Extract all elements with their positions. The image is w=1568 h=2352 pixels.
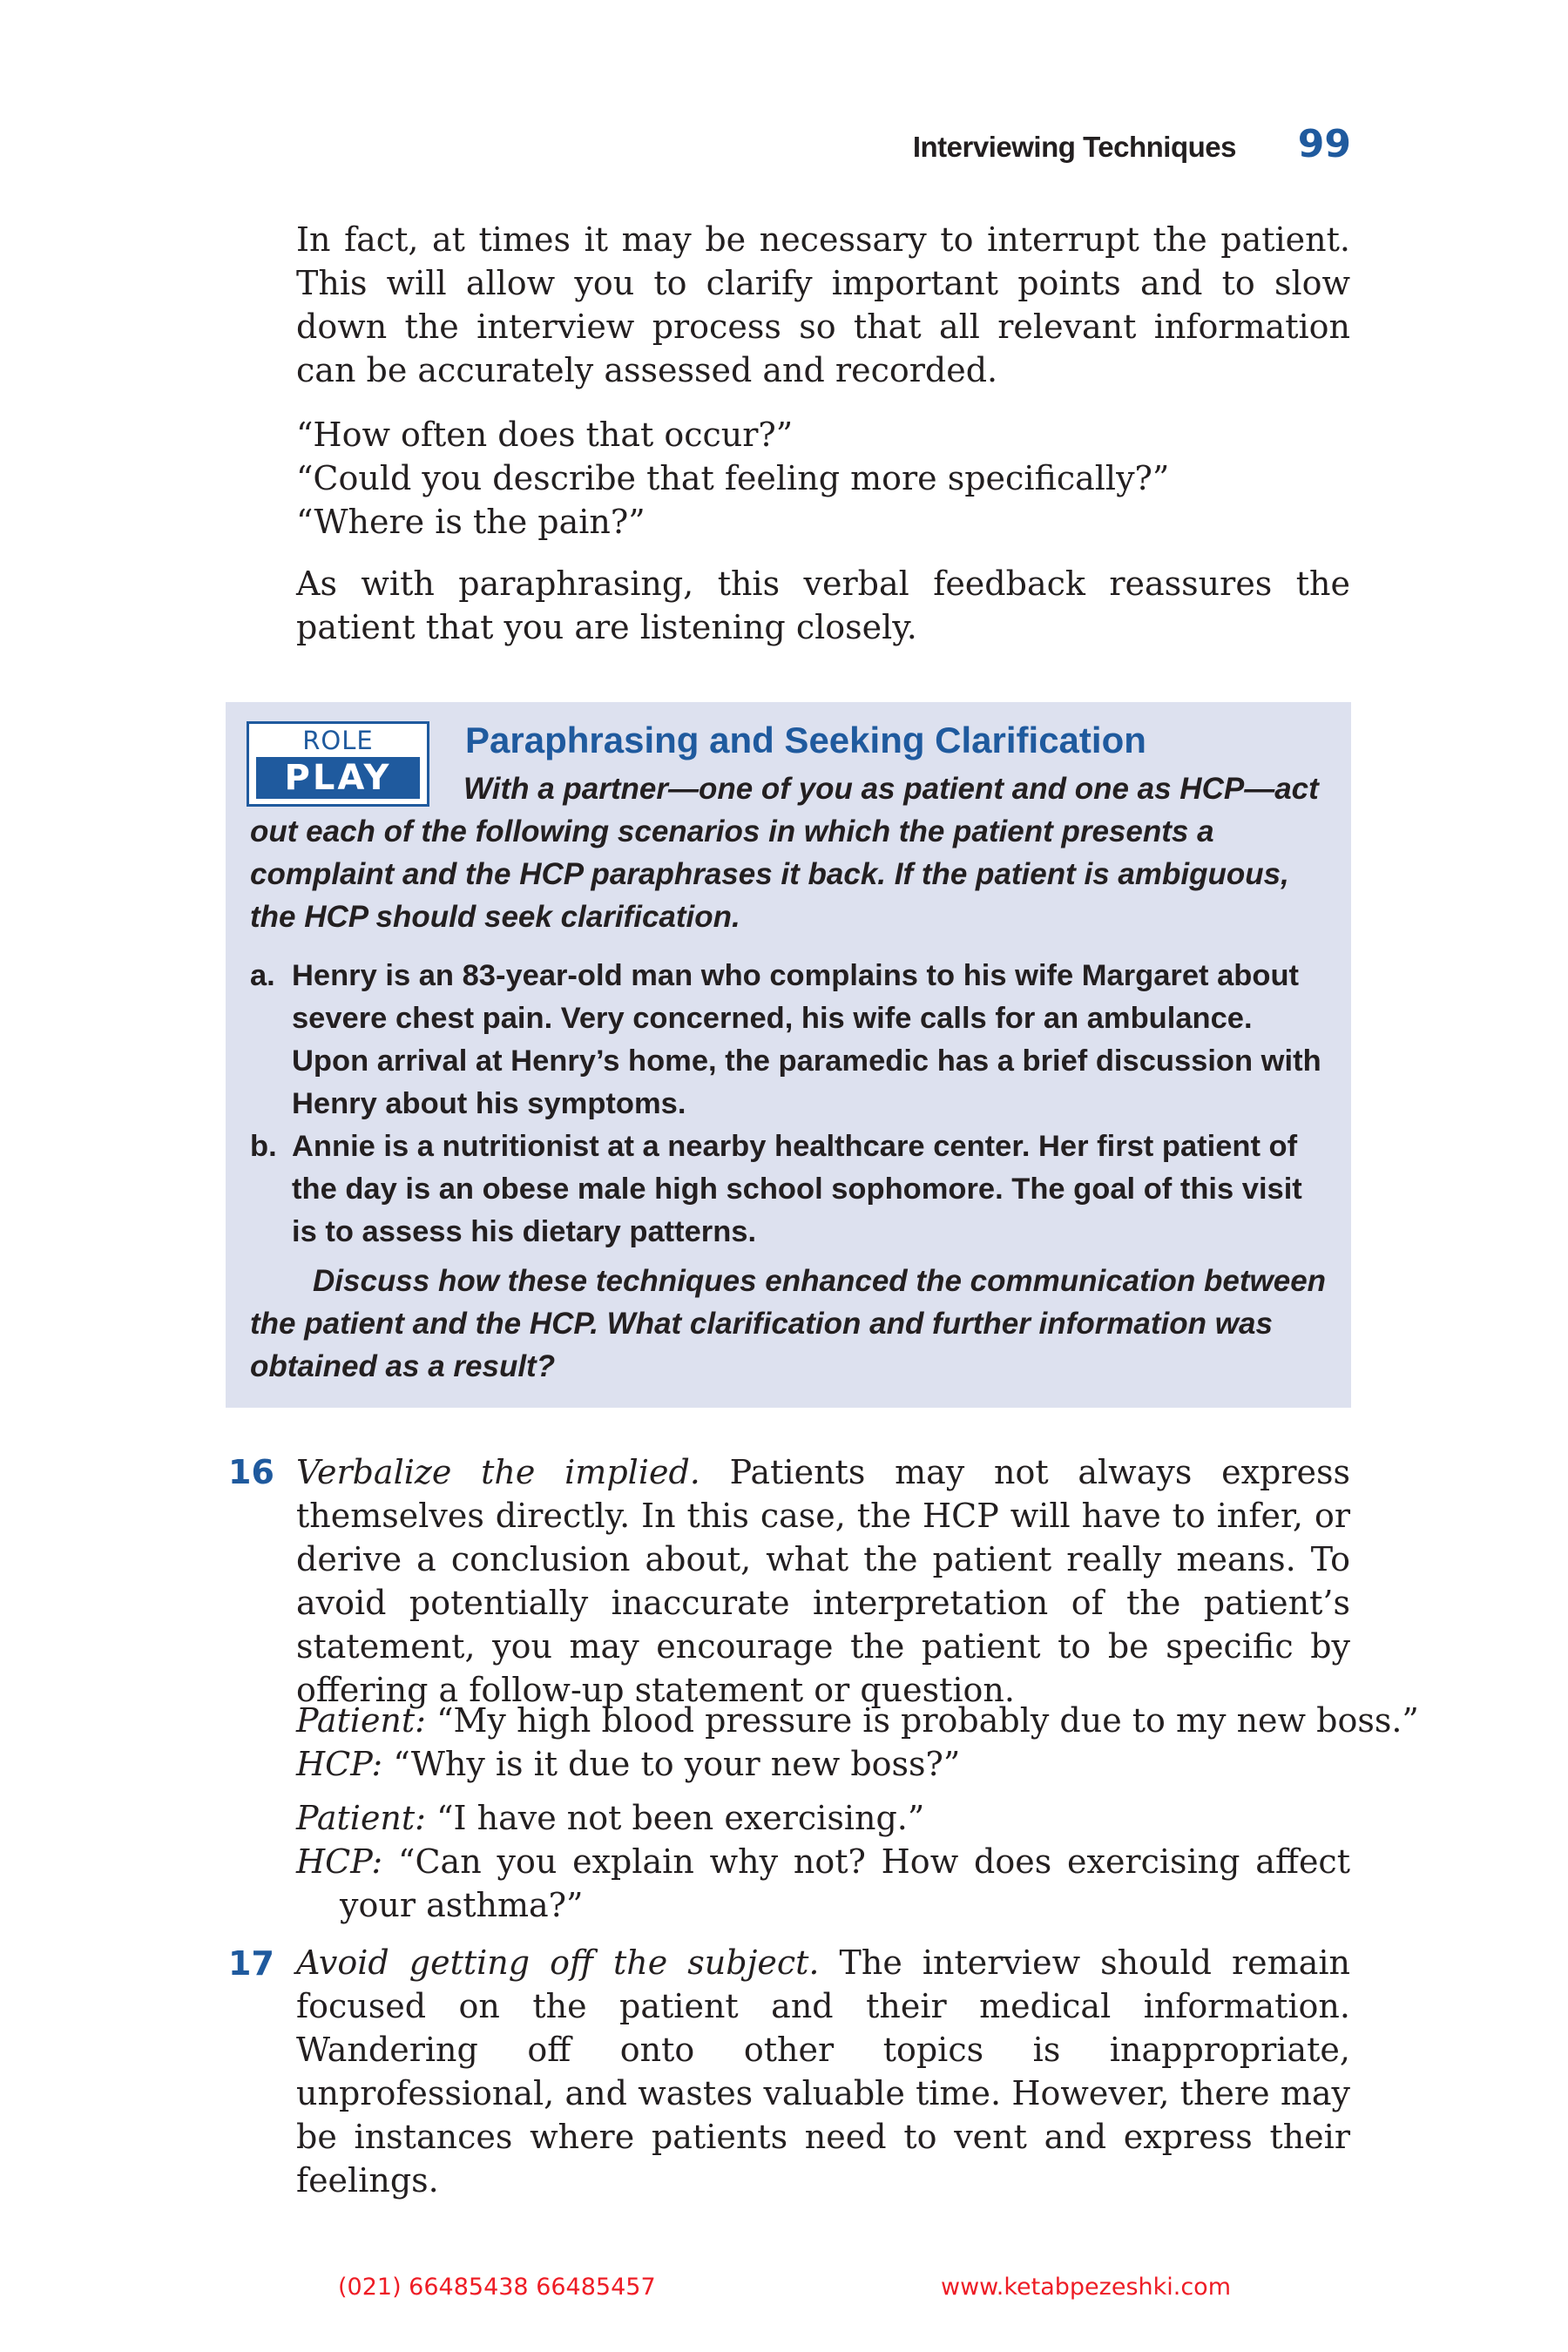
list-marker: a. — [250, 959, 275, 992]
badge-play-label: PLAY — [256, 757, 420, 799]
dialogue-line: HCP: “Can you explain why not? How does exercising affect your asthma?” — [296, 1842, 1350, 1924]
dialogue-line: Patient: “My high blood pressure is probably due to my new boss.” — [296, 1701, 1419, 1740]
list-marker: b. — [250, 1130, 277, 1163]
running-header — [903, 122, 1356, 174]
example-questions — [296, 413, 1350, 544]
item-16-paragraph: Verbalize the implied. Patients may not always express themselves directly. In this case, the HCP will have to infer, or derive a conclusion about, what the patient really means. To avoid potentially inaccurate interpretation of the patient’s statement, you may encourage the patient to be specific by offering a follow-up statement or question. — [296, 1453, 1350, 1709]
list-item — [250, 955, 1330, 1125]
footer-website: www.ketabpezeshki.com — [941, 2274, 1232, 2301]
scenario-list — [250, 955, 1330, 1254]
role-play-box — [226, 702, 1351, 1408]
list-item — [250, 1125, 1330, 1254]
question-line: “How often does that occur?” — [296, 416, 794, 454]
item-number-16: 16 — [228, 1453, 274, 1491]
question-line: “Could you describe that feeling more specifically?” — [296, 459, 1170, 497]
role-play-discussion: Discuss how these techniques enhanced the communication between the patient and the HCP. What clarification and further information was obtained as a result? — [250, 1264, 1327, 1383]
page-number: 99 — [1297, 122, 1351, 166]
dialogue-block-1 — [296, 1699, 1419, 1786]
scenario-text: Henry is an 83-year-old man who complains to his wife Margaret about severe chest pain. Very concerned, his wife calls for an ambulance. Upon arrival at Henry’s home, the paramedic has a brief discussion with Henry about his symptoms. — [292, 959, 1321, 1120]
intro-paragraph: In fact, at times it may be necessary to interrupt the patient. This will allow you to clarify important points and to slow down the interview process so that all relevant information can be accurately assessed and recorded. — [296, 220, 1350, 389]
scenario-text: Annie is a nutritionist at a nearby healthcare center. Her first patient of the day is an obese male high school sophomore. The goal of this visit is to assess his dietary patterns. — [292, 1130, 1302, 1248]
chapter-title: Interviewing Techniques — [912, 131, 1236, 163]
item-17-lead: Avoid getting off the subject. — [296, 1943, 820, 1982]
badge-role-label: ROLE — [302, 726, 374, 755]
closing-paragraph: As with paraphrasing, this verbal feedback reassures the patient that you are listening closely. — [296, 564, 1350, 646]
dialogue-line: HCP: “Why is it due to your new boss?” — [296, 1745, 961, 1783]
item-16-lead: Verbalize the implied. — [296, 1453, 700, 1491]
item-17-paragraph: Avoid getting off the subject. The interview should remain focused on the patient and their medical information. Wandering off onto other topics is inappropriate, unprofessional, and wastes valuable time. However, there may be instances where patients need to vent and express their feelings. — [296, 1943, 1350, 2200]
item-number-17: 17 — [228, 1944, 274, 1983]
footer-phone: (021) 66485438 66485457 — [338, 2274, 656, 2301]
dialogue-block-2 — [296, 1796, 1350, 1927]
role-play-instructions: With a partner—one of you as patient and one as HCP—act out each of the following scenarios in which the patient presents a complaint and the HCP paraphrases it back. If the patient is ambiguous, the HCP should seek clarification. — [250, 772, 1319, 934]
question-line: “Where is the pain?” — [296, 503, 645, 541]
dialogue-line: Patient: “I have not been exercising.” — [296, 1799, 925, 1837]
role-play-title: Paraphrasing and Seeking Clarification — [465, 720, 1146, 760]
